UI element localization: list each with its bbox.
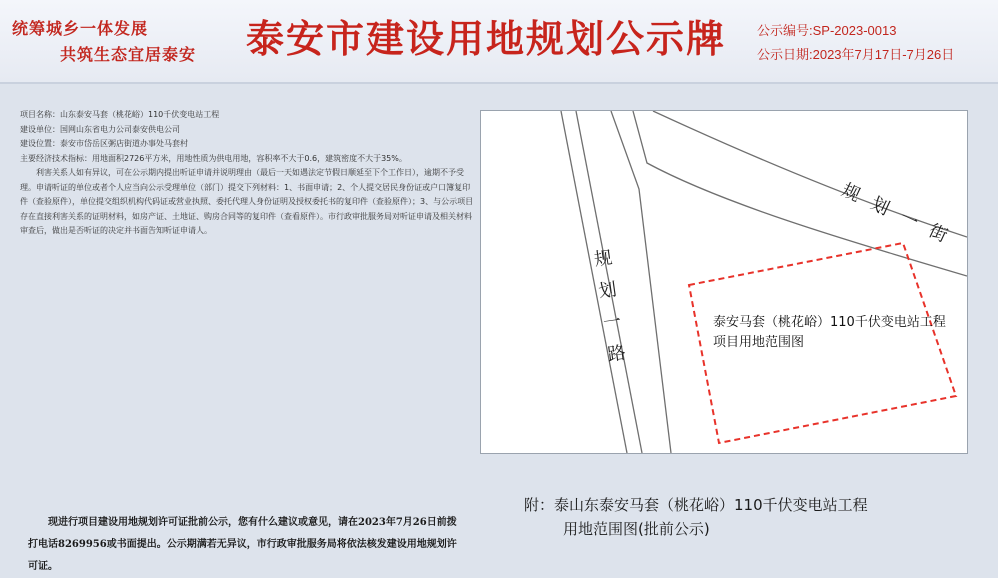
site-map-drawing [481,111,967,453]
map-caption-line-2: 用地范围图(批前公示) [563,520,710,538]
road-edge-inner [611,111,671,453]
slogan-line-1: 统筹城乡一体发展 [12,19,149,38]
map-caption-line-1: 附：泰山东泰安马套（桃花峪）110千伏变电站工程 [524,496,868,514]
site-label: 泰安马套（桃花峪）110千伏变电站工程项目用地范围图 [713,315,946,350]
road-label-road: 规划一路 [592,247,627,366]
project-name: 项目名称：山东泰安马套（桃花峪）110千伏变电站工程 [20,110,220,119]
header-banner [0,0,998,84]
street-edge-bottom [633,111,967,276]
notice-number: 公示编号:SP-2023-0013 [757,23,897,38]
page-title: 泰安市建设用地规划公示牌 [246,17,727,61]
road-label-street: 规划一街 [838,179,964,253]
notice-date: 公示日期:2023年7月17日-7月26日 [757,47,955,62]
builder: 建设单位：国网山东省电力公司泰安供电公司 [20,124,180,134]
site-map [480,110,968,454]
road-lines [561,111,967,453]
hearing-notice: 利害关系人如有异议，可在公示期内提出听证申请并说明理由（最后一天如遇法定节假日顺延至下个工作日），逾期不予受理。申请听证的单位或者个人应当向公示受理单位（部门）提交下列材料：1、书面申请；2、个人提交居民身份证或户口簿复印件（查验原件），单位提交组织机构代码证或营业执照、委托代理人身份证明及授权委托书的复印件（查验原件）；3、与公示项目存在直接利害关系的证明材料，如房产证、土地证、购房合同等的复印件（查看原件）。市行政审批服务局对听证申请及相关材料审查后，做出是否听证的决定并书面告知听证申请人。 [20,168,474,235]
project-info [20,108,475,239]
footer-notice: 现进行项目建设用地规划许可证批前公示，您有什么建议或意见，请在2023年7月26日前拨打电话8269956或书面提出。公示期满若无异议，市行政审批服务局将依法核发建设用地规划许可证。 [28,517,457,572]
slogan-line-2: 共筑生态宜居泰安 [60,45,197,64]
technical-indicators: 主要经济技术指标：用地面积2726平方米，用地性质为供电用地，容积率不大于0.6，建筑密度不大于35%。 [20,153,407,163]
location: 建设位置：泰安市岱岳区粥店街道办事处马套村 [20,139,188,148]
